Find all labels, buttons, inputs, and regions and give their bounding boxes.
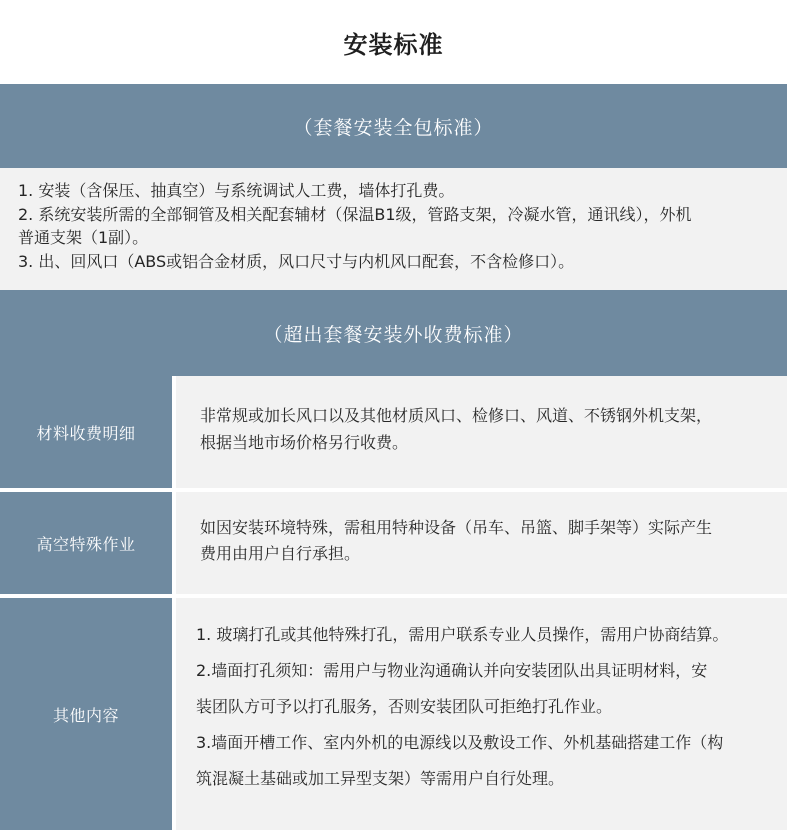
package-items [0,168,787,290]
fee-row-other [0,598,787,830]
fee-row-materials [0,376,787,488]
row-content [176,598,787,830]
row-text-line: 筑混凝土基础或加工异型支架）等需用户自行处理。 [196,769,565,788]
row-text-line: 非常规或加长风口以及其他材质风口、检修口、风道、不锈钢外机支架， [200,406,713,425]
row-text-line: 1. 玻璃打孔或其他特殊打孔，需用户联系专业人员操作，需用户协商结算。 [196,625,729,644]
row-text-line: 装团队方可予以打孔服务，否则安装团队可拒绝打孔作业。 [196,697,613,716]
row-label: 其他内容 [0,598,172,830]
row-content [176,492,787,594]
page-title: 安装标准 [343,30,444,59]
package-item: 2. 系统安装所需的全部铜管及相关配套辅材（保温B1级，管路支架，冷凝水管，通讯线），外机 [18,204,692,224]
row-text-line: 根据当地市场价格另行收费。 [200,433,409,452]
fee-row-high-altitude [0,492,787,594]
package-item: 3. 出、回风口（ABS或铝合金材质，风口尺寸与内机风口配套，不含检修口）。 [18,251,575,271]
row-label: 材料收费明细 [0,376,172,488]
row-text-line: 2.墙面打孔须知：需用户与物业沟通确认并向安装团队出具证明材料，安 [196,661,708,680]
extra-section-heading: （超出套餐安装外收费标准） [0,290,787,376]
row-label: 高空特殊作业 [0,492,172,594]
package-item: 1. 安装（含保压、抽真空）与系统调试人工费，墙体打孔费。 [18,181,455,200]
row-content [176,376,787,488]
package-section-heading: （套餐安装全包标准） [0,84,787,168]
row-text-line: 如因安装环境特殊，需租用特种设备（吊车、吊篮、脚手架等）实际产生 [200,518,713,537]
row-text-line: 费用由用户自行承担。 [200,544,361,563]
row-text-line: 3.墙面开槽工作、室内外机的电源线以及敷设工作、外机基础搭建工作（构 [196,733,724,752]
package-item: 普通支架（1副）。 [18,228,149,247]
